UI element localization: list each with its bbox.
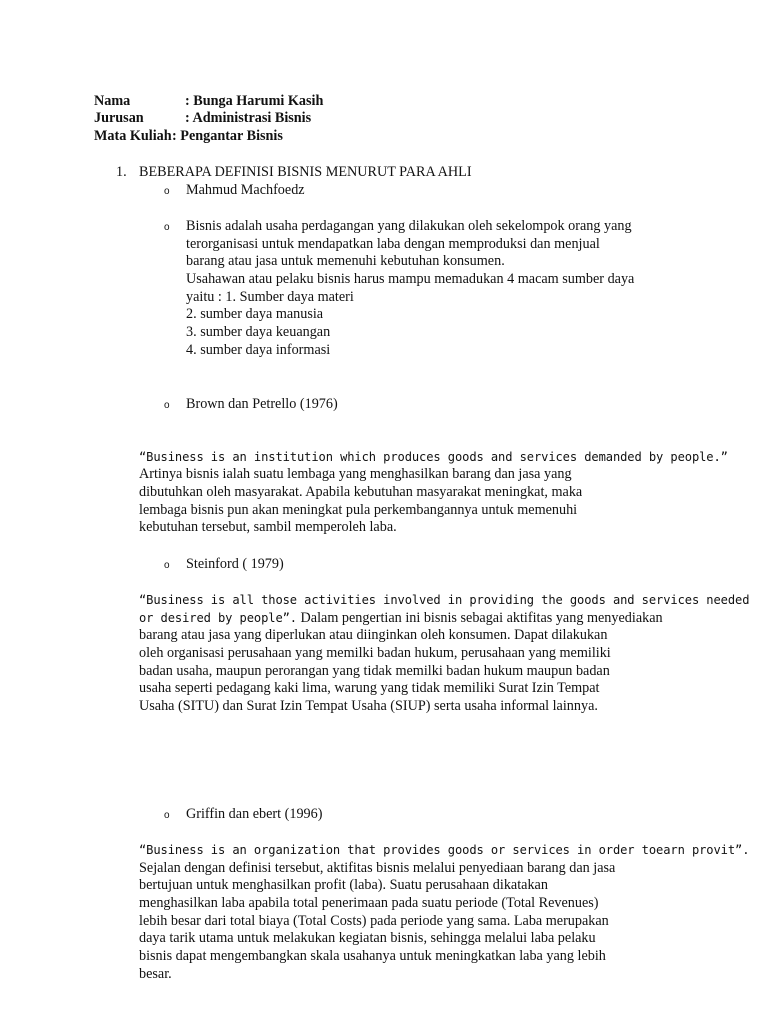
expert1-line: 2. sumber daya manusia (186, 306, 324, 322)
expert3-quote-end: or desired by people”. (139, 611, 297, 625)
name-label: Nama (94, 93, 131, 109)
expert3-quote-line-mixed (139, 610, 663, 628)
expert4-line: bertujuan untuk menghasilkan profit (laba). Suatu perusahaan dikatakan (139, 877, 548, 893)
expert3-line: barang atau jasa yang diperlukan atau diinginkan oleh konsumen. Dapat dilakukan (139, 627, 608, 643)
bullet-icon: o (164, 186, 170, 197)
expert1-line: barang atau jasa untuk memenuhi kebutuhan konsumen. (186, 253, 505, 269)
major-value: : Administrasi Bisnis (185, 110, 312, 126)
expert4-line: menghasilkan laba apabila total penerimaan pada suatu periode (Total Revenues) (139, 895, 599, 911)
expert3-line: oleh organisasi perusahaan yang memilki badan hukum, perusahaan yang memiliki (139, 645, 611, 661)
expert2-line: lembaga bisnis pun akan meningkat pula perkembangannya untuk memenuhi (139, 502, 578, 518)
expert2-name: Brown dan Petrello (1976) (186, 396, 338, 412)
expert1-line: 3. sumber daya keuangan (186, 324, 331, 340)
expert1-line: terorganisasi untuk mendapatkan laba dengan memproduksi dan menjual (186, 236, 600, 252)
expert2-quote: “Business is an institution which produces goods and services demanded by people.” (139, 450, 728, 464)
expert2-line: kebutuhan tersebut, sambil memperoleh laba. (139, 519, 397, 535)
expert3-line: Dalam pengertian ini bisnis sebagai aktifitas yang menyediakan (296, 610, 663, 626)
expert4-line: Sejalan dengan definisi tersebut, aktifitas bisnis melalui penyediaan barang dan jasa (139, 860, 616, 876)
expert4-name: Griffin dan ebert (1996) (186, 806, 323, 822)
section-number: 1. (116, 164, 127, 180)
course-value: : Pengantar Bisnis (172, 128, 283, 144)
bullet-icon: o (164, 400, 170, 411)
bullet-icon: o (164, 222, 170, 233)
name-value: : Bunga Harumi Kasih (185, 93, 324, 109)
expert2-line: dibutuhkan oleh masyarakat. Apabila kebutuhan masyarakat meningkat, maka (139, 484, 583, 500)
bullet-icon: o (164, 560, 170, 571)
expert4-quote: “Business is an organization that provides goods or services in order toearn provit”. (139, 843, 750, 857)
bullet-icon: o (164, 810, 170, 821)
expert2-line: Artinya bisnis ialah suatu lembaga yang menghasilkan barang dan jasa yang (139, 466, 572, 482)
expert3-name: Steinford ( 1979) (186, 556, 284, 572)
expert4-line: daya tarik utama untuk melakukan kegiatan bisnis, sehingga melalui laba pelaku (139, 930, 596, 946)
major-label: Jurusan (94, 110, 144, 126)
expert1-line: Bisnis adalah usaha perdagangan yang dilakukan oleh sekelompok orang yang (186, 218, 632, 234)
course-label: Mata Kuliah (94, 128, 172, 144)
expert1-line: yaitu : 1. Sumber daya materi (186, 289, 354, 305)
expert1-line: 4. sumber daya informasi (186, 342, 331, 358)
expert1-name: Mahmud Machfoedz (186, 182, 305, 198)
expert3-line: usaha seperti pedagang kaki lima, warung yang tidak memiliki Surat Izin Tempat (139, 680, 600, 696)
expert3-line: badan usaha, maupun perorangan yang tidak memilki badan hukum maupun badan (139, 663, 610, 679)
expert1-line: Usahawan atau pelaku bisnis harus mampu memadukan 4 macam sumber daya (186, 271, 635, 287)
expert3-quote-line: “Business is all those activities involved in providing the goods and services needed (139, 593, 750, 607)
expert4-line: lebih besar dari total biaya (Total Costs) pada periode yang sama. Laba merupakan (139, 913, 609, 929)
expert4-line: bisnis dapat mengembangkan skala usahanya untuk meningkatkan laba yang lebih (139, 948, 606, 964)
section-title: BEBERAPA DEFINISI BISNIS MENURUT PARA AHLI (139, 164, 472, 180)
expert4-line: besar. (139, 966, 172, 982)
expert3-line: Usaha (SITU) dan Surat Izin Tempat Usaha (SIUP) serta usaha informal lainnya. (139, 698, 598, 714)
